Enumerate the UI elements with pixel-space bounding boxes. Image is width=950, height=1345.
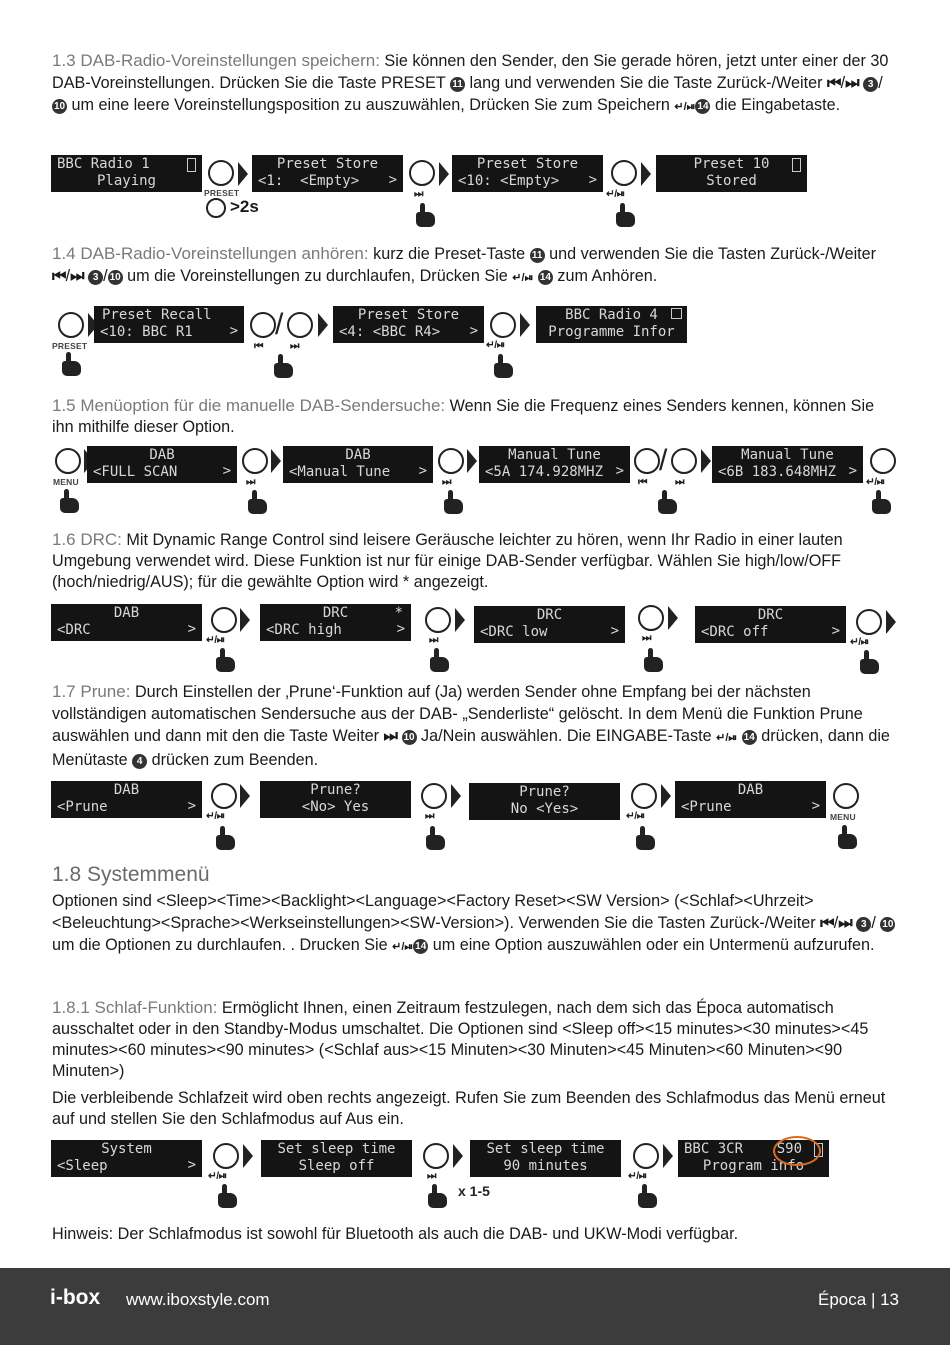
lcd-arrow: > bbox=[848, 463, 857, 479]
lcd-line: Prune? bbox=[310, 782, 361, 798]
lcd-display bbox=[283, 446, 433, 483]
lcd-line: <FULL SCAN bbox=[93, 464, 178, 480]
slash-text: / bbox=[833, 914, 839, 932]
footer-url[interactable]: www.iboxstyle.com bbox=[126, 1290, 270, 1309]
hand-icon bbox=[272, 354, 294, 378]
signal-icon bbox=[671, 308, 682, 319]
lcd-arrow: > bbox=[811, 798, 820, 814]
hand-icon bbox=[214, 826, 236, 850]
lcd-line: <No> Yes bbox=[301, 799, 370, 815]
lcd-line: <1: <Empty> bbox=[258, 173, 360, 189]
lcd-line: No <Yes> bbox=[510, 801, 579, 817]
hand-icon bbox=[58, 489, 80, 513]
lcd-line: <Prune bbox=[57, 799, 108, 815]
arrow-icon bbox=[467, 449, 477, 473]
lcd-line: <DRC low bbox=[480, 624, 548, 640]
lcd-line: <10: BBC R1 bbox=[100, 324, 193, 340]
key-number: 4 bbox=[132, 754, 147, 769]
enter-button[interactable] bbox=[856, 609, 882, 635]
slash-text: / bbox=[878, 74, 883, 92]
lcd-line: <4: <BBC R4> bbox=[339, 324, 441, 340]
lcd-line: DRC bbox=[536, 607, 563, 623]
battery-icon bbox=[187, 158, 196, 172]
enter-button[interactable] bbox=[213, 1143, 239, 1169]
para: Durch Einstellen der ‚Prune‘-Funktion auf (Ja) werden Sender ohne Empfang bei der nächsten vollständigen automatischen Sendersuche aus der DAB- „Senderliste“ gelöscht. In dem Menü die Funktion Prune auswählen und dann mit den die Taste Weiter bbox=[52, 683, 863, 745]
para: Die verbleibende Schlafzeit wird oben rechts angezeigt. Rufen Sie zum Beenden des Schlafmodus das Menü erneut auf und stellen Sie den Schlafmodus auf Aus ein. bbox=[52, 1089, 886, 1128]
next-button[interactable] bbox=[438, 448, 464, 474]
next-icon: ⏭ bbox=[442, 476, 451, 488]
heading: 1.4 DAB-Radio-Voreinstellungen anhören: bbox=[52, 244, 369, 263]
preset-label: PRESET bbox=[52, 341, 88, 351]
next-button[interactable] bbox=[671, 448, 697, 474]
key-number: 10 bbox=[109, 272, 121, 283]
hand-icon bbox=[246, 490, 268, 514]
lcd-display bbox=[260, 604, 411, 641]
lcd-display bbox=[51, 1140, 202, 1177]
hand-icon bbox=[656, 490, 678, 514]
next-icon: ⏭ bbox=[429, 634, 438, 646]
lcd-arrow: > bbox=[388, 172, 397, 188]
section-1-8-1 bbox=[52, 997, 897, 1130]
para: zum Anhören. bbox=[557, 267, 658, 285]
slash-text: / bbox=[103, 267, 108, 285]
lcd-line: Preset Store bbox=[276, 156, 379, 172]
lcd-display bbox=[474, 606, 625, 643]
key-number: 3 bbox=[863, 77, 878, 92]
lcd-display bbox=[656, 155, 807, 192]
menu-label: MENU bbox=[830, 812, 856, 822]
lcd-line: DAB bbox=[113, 782, 140, 798]
hand-icon bbox=[214, 648, 236, 672]
enter-icon: ↵/⏯ bbox=[866, 476, 885, 488]
arrow-icon bbox=[240, 784, 250, 808]
lcd-display bbox=[675, 781, 826, 818]
arrow-icon bbox=[451, 784, 461, 808]
next-icon: ⏭ bbox=[414, 188, 423, 200]
key-number: 14 bbox=[743, 732, 755, 743]
hand-icon bbox=[414, 203, 436, 227]
next-button[interactable] bbox=[425, 607, 451, 633]
arrow-icon bbox=[238, 162, 248, 186]
key-number: 14 bbox=[415, 941, 427, 952]
prev-button[interactable] bbox=[634, 448, 660, 474]
arrow-icon bbox=[439, 162, 449, 186]
next-icon: ⏭ bbox=[845, 74, 859, 92]
repeat-count: x 1-5 bbox=[458, 1183, 490, 1199]
hand-icon bbox=[614, 203, 636, 227]
enter-icon: ↵/⏯ bbox=[606, 188, 625, 200]
heading: 1.6 DRC: bbox=[52, 530, 122, 549]
lcd-display bbox=[536, 306, 687, 343]
key-number: 14 bbox=[539, 272, 551, 283]
heading: 1.5 Menüoption für die manuelle DAB-Sendersuche: bbox=[52, 396, 446, 415]
enter-button[interactable] bbox=[211, 607, 237, 633]
lcd-display bbox=[51, 781, 202, 818]
heading: 1.3 DAB-Radio-Voreinstellungen speichern: bbox=[52, 51, 380, 70]
para: drücken, dann die Menütaste bbox=[52, 727, 890, 769]
lcd-line: DAB bbox=[149, 447, 175, 463]
enter-icon: ↵/⏯ bbox=[674, 101, 696, 113]
next-icon: ⏭ bbox=[425, 810, 434, 822]
enter-icon: ↵/⏯ bbox=[206, 810, 225, 822]
lcd-arrow: > bbox=[229, 323, 238, 339]
lcd-line: DRC bbox=[322, 605, 349, 621]
lcd-line: <Manual Tune bbox=[289, 464, 391, 480]
lcd-line: System bbox=[101, 1141, 152, 1157]
lcd-line: Preset Recall bbox=[102, 307, 212, 323]
next-icon: ⏭ bbox=[383, 727, 398, 745]
lcd-line: DAB bbox=[737, 782, 764, 798]
slash-text: / bbox=[871, 914, 876, 932]
hand-icon bbox=[424, 826, 446, 850]
hand-icon bbox=[636, 1184, 658, 1208]
para: die Eingabetaste. bbox=[714, 96, 841, 114]
arrow-icon bbox=[663, 1144, 673, 1168]
para: Mit Dynamic Range Control sind leisere Geräusche leichter zu hören, wenn Ihr Radio in einer lauten Umgebung verwendet wird. Diese Funktion ist nur für einige DAB-Sender verfügbar. Wählen Sie high/low/OFF (hoch/niedrig/AUS); für die gewählte Option wird * angezeigt. bbox=[52, 531, 843, 591]
section-1-6 bbox=[52, 529, 897, 593]
arrow-icon bbox=[520, 313, 530, 337]
hand-icon bbox=[870, 490, 892, 514]
key-number: 11 bbox=[530, 248, 545, 263]
heading: 1.8.1 Schlaf-Funktion: bbox=[52, 998, 218, 1017]
lcd-line: <10: <Empty> bbox=[458, 173, 560, 189]
prev-icon: ⏮ bbox=[638, 476, 647, 488]
arrow-icon bbox=[240, 608, 250, 632]
lcd-display bbox=[470, 1140, 621, 1177]
section-1-3 bbox=[52, 50, 897, 118]
para: um eine leere Voreinstellungsposition zu auszuwählen, Drücken Sie zum Speichern bbox=[71, 96, 670, 114]
lcd-display bbox=[479, 446, 630, 483]
lcd-arrow: > bbox=[418, 463, 427, 479]
lcd-line: <Sleep bbox=[57, 1158, 108, 1174]
lcd-line: <Prune bbox=[681, 799, 732, 815]
para: Optionen sind <Sleep><Time><Backlight><Language><Factory Reset><SW Version> (<Schlaf><Uhrzeit><Beleuchtung><Sprache><Werkseinstellungen><SW-Version>). Verwenden Sie die Tasten Zurück-/Weiter bbox=[52, 892, 816, 932]
slash-text: / bbox=[275, 308, 284, 341]
enter-icon: ↵/⏯ bbox=[208, 1170, 227, 1182]
para: um die Voreinstellungen zu durchlaufen, Drücken Sie bbox=[127, 267, 508, 285]
lcd-line: <DRC off bbox=[701, 624, 769, 640]
menu-button[interactable] bbox=[55, 448, 81, 474]
note: Hinweis: Der Schlafmodus ist sowohl für Bluetooth als auch die DAB- und UKW-Modi verfügbar. bbox=[52, 1225, 739, 1243]
lcd-arrow: > bbox=[222, 463, 231, 479]
para: lang und verwenden Sie die Taste Zurück-/Weiter bbox=[469, 74, 823, 92]
hand-icon bbox=[858, 650, 880, 674]
prev-icon: ⏮ bbox=[254, 340, 263, 352]
lcd-line: Stored bbox=[706, 173, 757, 189]
hand-icon bbox=[492, 354, 514, 378]
lcd-line: Program info bbox=[702, 1158, 805, 1174]
lcd-line: <6B 183.648MHZ bbox=[718, 464, 837, 480]
enter-button[interactable] bbox=[211, 783, 237, 809]
enter-icon: ↵/⏯ bbox=[626, 810, 645, 822]
para: um die Optionen zu durchlaufen. . Drucken Sie bbox=[52, 936, 388, 954]
enter-icon: ↵/⏯ bbox=[628, 1170, 647, 1182]
footer bbox=[0, 1268, 950, 1345]
arrow-icon bbox=[641, 162, 651, 186]
key-number: 11 bbox=[450, 77, 465, 92]
menu-button[interactable] bbox=[833, 783, 859, 809]
lcd-line: DAB bbox=[113, 605, 140, 621]
hand-icon bbox=[60, 352, 82, 376]
next-icon: ⏭ bbox=[427, 1170, 436, 1182]
lcd-star: * bbox=[394, 605, 403, 621]
preset-button[interactable] bbox=[58, 312, 84, 338]
lcd-line: Preset Store bbox=[476, 156, 579, 172]
highlight-oval bbox=[773, 1136, 821, 1166]
lcd-line: Manual Tune bbox=[741, 447, 834, 463]
next-button[interactable] bbox=[242, 448, 268, 474]
para: Wenn Sie die Frequenz eines Senders kennen, können Sie ihn mithilfe dieser Option. bbox=[52, 397, 875, 436]
lcd-display bbox=[712, 446, 863, 483]
lcd-line: Preset 10 bbox=[693, 156, 770, 172]
hand-icon bbox=[442, 490, 464, 514]
key-number: 10 bbox=[882, 919, 894, 930]
lcd-station: BBC 3CR bbox=[684, 1141, 744, 1157]
lcd-display bbox=[333, 306, 484, 343]
lcd-display bbox=[260, 781, 411, 818]
lcd-line: DAB bbox=[345, 447, 371, 463]
lcd-arrow: > bbox=[831, 623, 840, 639]
para: Sie können den Sender, den Sie gerade hören, jetzt unter einer der 30 DAB-Voreinstellungen. Drücken Sie die Taste PRESET bbox=[52, 52, 889, 92]
arrow-icon bbox=[701, 449, 711, 473]
prev-icon: ⏮ bbox=[820, 914, 834, 932]
arrow-icon bbox=[318, 313, 328, 337]
page-number: Época | 13 bbox=[818, 1290, 899, 1309]
hand-icon bbox=[426, 1184, 448, 1208]
enter-icon: ↵/⏯ bbox=[716, 732, 738, 744]
lcd-line: DRC bbox=[757, 607, 784, 623]
lcd-line: BBC Radio 1 bbox=[57, 156, 150, 172]
section-1-4 bbox=[52, 243, 897, 289]
enter-icon: ↵/⏯ bbox=[486, 339, 505, 351]
next-button[interactable] bbox=[287, 312, 313, 338]
lcd-line: Set sleep time bbox=[486, 1141, 605, 1157]
hand-icon bbox=[634, 826, 656, 850]
arrow-icon bbox=[886, 610, 896, 634]
next-icon: ⏭ bbox=[246, 476, 255, 488]
section-1-8 bbox=[52, 862, 897, 958]
next-icon: ⏭ bbox=[290, 340, 299, 352]
hand-icon bbox=[836, 825, 858, 849]
arrow-icon bbox=[455, 608, 465, 632]
sleep-timer: S90 bbox=[776, 1141, 803, 1157]
prev-icon: ⏮ bbox=[52, 267, 66, 285]
lcd-display bbox=[261, 1140, 412, 1177]
lcd-line: Programme Infor bbox=[548, 324, 675, 340]
enter-button[interactable] bbox=[870, 448, 896, 474]
lcd-arrow: > bbox=[187, 621, 196, 637]
heading: 1.7 Prune: bbox=[52, 682, 131, 701]
arrow-icon bbox=[271, 449, 281, 473]
preset-label: PRESET bbox=[204, 188, 240, 198]
lcd-line: Preset Store bbox=[357, 307, 460, 323]
hand-icon bbox=[428, 648, 450, 672]
lcd-line: <DRC bbox=[57, 622, 91, 638]
arrow-icon bbox=[453, 1144, 463, 1168]
arrow-icon bbox=[668, 606, 678, 630]
lcd-display bbox=[469, 783, 620, 820]
enter-button[interactable] bbox=[611, 160, 637, 186]
brand-logo: i-box bbox=[50, 1286, 101, 1309]
next-icon: ⏭ bbox=[838, 914, 852, 932]
lcd-line: BBC Radio 4 bbox=[565, 307, 658, 323]
lcd-display bbox=[51, 155, 202, 192]
lcd-line: Prune? bbox=[519, 784, 570, 800]
arrow-icon bbox=[243, 1144, 253, 1168]
next-button[interactable] bbox=[638, 605, 664, 631]
next-button[interactable] bbox=[421, 783, 447, 809]
para: um eine Option auszuwählen oder ein Untermenü aufzurufen. bbox=[432, 936, 875, 954]
para: kurz die Preset-Taste bbox=[373, 245, 526, 263]
lcd-line: Set sleep time bbox=[277, 1141, 396, 1157]
enter-icon: ↵/⏯ bbox=[206, 634, 225, 646]
key-number: 14 bbox=[697, 101, 709, 112]
hand-icon bbox=[216, 1184, 238, 1208]
section-1-7 bbox=[52, 681, 897, 771]
prev-icon: ⏮ bbox=[827, 74, 841, 92]
lcd-arrow: > bbox=[187, 798, 196, 814]
preset-button[interactable] bbox=[208, 160, 234, 186]
menu-label: MENU bbox=[53, 477, 79, 487]
lcd-display bbox=[51, 604, 202, 641]
lcd-display bbox=[695, 606, 846, 643]
next-icon: ⏭ bbox=[70, 267, 84, 285]
slash-text: / bbox=[65, 267, 71, 285]
para: Ermöglicht Ihnen, einen Zeitraum festzulegen, nach dem sich das Época automatisch ausschaltet oder in den Standby-Modus umschaltet. Die Optionen sind <Sleep off><15 minutes><30 minutes><45 minutes><60 minutes><90 minutes> (<Schlaf aus><15 Minuten><30 Minuten><45 Minuten><60 Minuten><90 Minuten>) bbox=[52, 999, 869, 1080]
lcd-display bbox=[87, 446, 237, 483]
lcd-display bbox=[94, 306, 244, 343]
lcd-line: 90 minutes bbox=[503, 1158, 588, 1174]
next-button[interactable] bbox=[423, 1143, 449, 1169]
enter-icon: ↵/⏯ bbox=[850, 636, 869, 648]
lcd-arrow: > bbox=[610, 623, 619, 639]
para: Ja/Nein auswählen. Die EINGABE-Taste bbox=[421, 727, 712, 745]
lcd-arrow: > bbox=[615, 463, 624, 479]
para: drücken zum Beenden. bbox=[151, 751, 319, 769]
hold-label: >2s bbox=[230, 197, 259, 216]
lcd-arrow: > bbox=[588, 172, 597, 188]
arrow-icon bbox=[661, 784, 671, 808]
heading: 1.8 Systemmenü bbox=[52, 863, 210, 886]
slash-text: / bbox=[840, 74, 846, 92]
enter-button[interactable] bbox=[490, 312, 516, 338]
next-icon: ⏭ bbox=[675, 476, 684, 488]
next-button[interactable] bbox=[409, 160, 435, 186]
battery-icon bbox=[792, 158, 801, 172]
next-icon: ⏭ bbox=[642, 632, 651, 644]
prev-button[interactable] bbox=[250, 312, 276, 338]
lcd-arrow: > bbox=[396, 621, 405, 637]
lcd-line: Manual Tune bbox=[508, 447, 601, 463]
lcd-line: <5A 174.928MHZ bbox=[485, 464, 604, 480]
enter-button[interactable] bbox=[631, 783, 657, 809]
enter-icon: ↵/⏯ bbox=[512, 272, 534, 284]
lcd-line: Sleep off bbox=[298, 1158, 375, 1174]
fingerprint-icon bbox=[206, 198, 226, 218]
enter-button[interactable] bbox=[633, 1143, 659, 1169]
lcd-line: Playing bbox=[96, 173, 156, 189]
para-block bbox=[52, 890, 897, 958]
enter-icon: ↵/⏯ bbox=[392, 941, 414, 953]
hand-icon bbox=[642, 648, 664, 672]
slash-text: / bbox=[659, 444, 668, 477]
key-number: 10 bbox=[53, 101, 66, 112]
lcd-display bbox=[252, 155, 403, 192]
lcd-line: <DRC high bbox=[266, 622, 342, 638]
key-number: 10 bbox=[403, 732, 415, 743]
lcd-arrow: > bbox=[469, 323, 478, 339]
lcd-display bbox=[452, 155, 603, 192]
key-number: 3 bbox=[88, 270, 103, 285]
key-number: 3 bbox=[856, 917, 871, 932]
lcd-arrow: > bbox=[187, 1157, 196, 1173]
section-1-5 bbox=[52, 395, 897, 438]
para: und verwenden Sie die Tasten Zurück-/Weiter bbox=[549, 245, 877, 263]
